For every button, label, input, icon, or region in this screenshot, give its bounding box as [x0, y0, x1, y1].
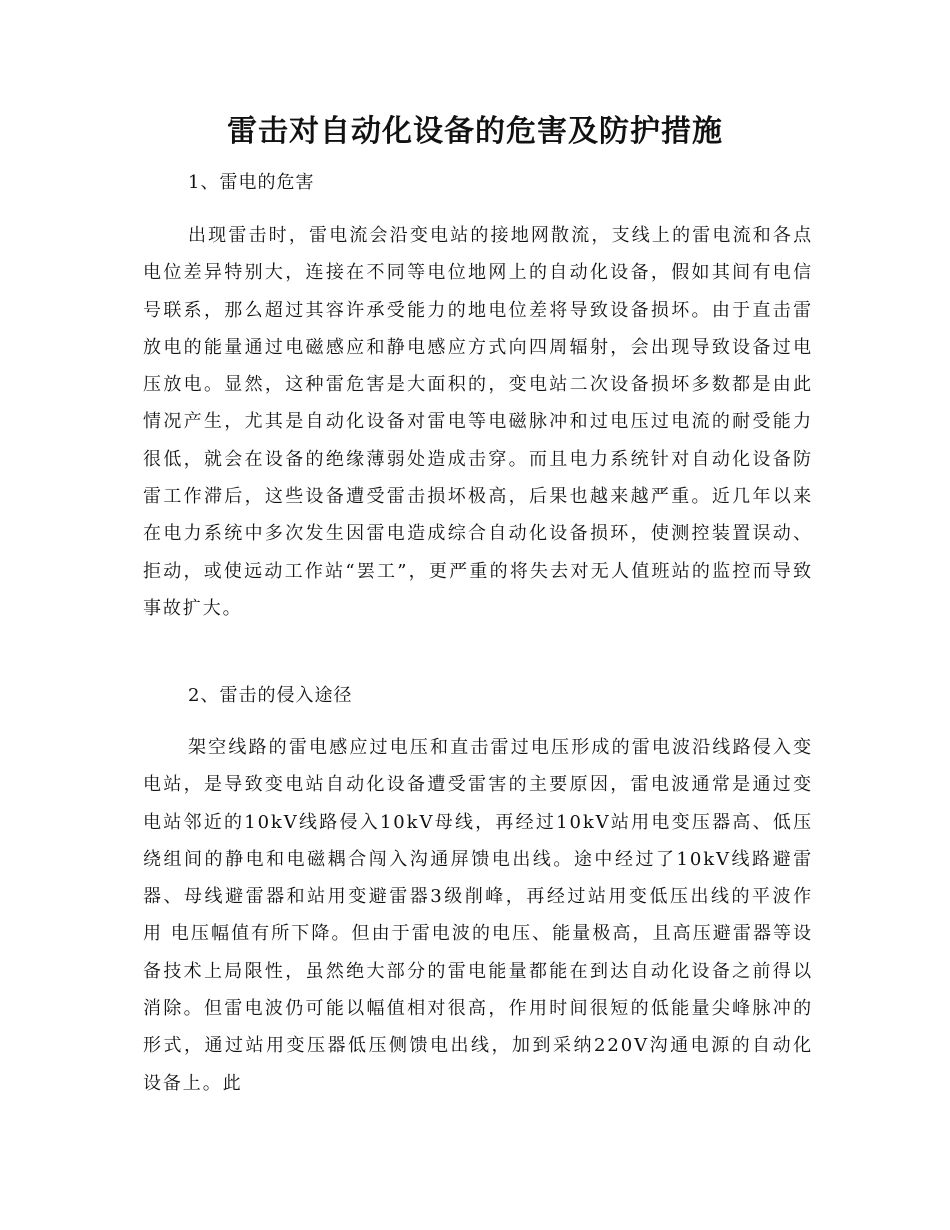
section-paragraph-1: 出现雷击时，雷电流会沿变电站的接地网散流，支线上的雷电流和各点电位差异特别大，连接在不同等电位地网上的自动化设备，假如其间有电信号联系，那么超过其容许承受能力的地电位差将导致设备损坏。由于直击雷放电的能量通过电磁感应和静电感应方式向四周辐射，会出现导致设备过电压放电。显然，这种雷危害是大面积的，变电站二次设备损坏多数都是由此情况产生，尤其是自动化设备对雷电等电磁脉冲和过电压过电流的耐受能力很低，就会在设备的绝缘薄弱处造成击穿。而且电力系统针对自动化设备防雷工作滞后，这些设备遭受雷击损坏极高，后果也越来越严重。近几年以来在电力系统中多次发生因雷电造成综合自动化设备损环，使测控装置误动、拒动，或使远动工作站“罢工”，更严重的将失去对无人值班站的监控而导致事故扩大。 — [143, 225, 813, 619]
section-paragraph-2: 架空线路的雷电感应过电压和直击雷过电压形成的雷电波沿线路侵入变电站，是导致变电站自动化设备遭受雷害的主要原因，雷电波通常是通过变电站邻近的10kV线路侵入10kV母线，再经过10kV站用电变压器高、低压绕组间的静电和电磁耦合闯入沟通屏馈电出线。途中经过了10kV线路避雷器、母线避雷器和站用变避雷器3级削峰，再经过站用变低压出线的平波作用 电压幅值有所下降。但由于雷电波的电压、能量极高，且高压避雷器等设备技术上局限性，虽然绝大部分的雷电能量都能在到达自动化设备之前得以消除。但雷电波仍可能以幅值相对很高，作用时间很短的低能量尖峰脉冲的形式，通过站用变压器低压侧馈电出线，加到采纳220V沟通电源的自动化设备上。此 — [143, 737, 813, 1094]
document-title: 雷击对自动化设备的危害及防护措施 — [227, 114, 723, 149]
section-heading-1: 1、雷电的危害 — [188, 172, 315, 193]
section-heading-2: 2、雷击的侵入途径 — [188, 685, 353, 706]
